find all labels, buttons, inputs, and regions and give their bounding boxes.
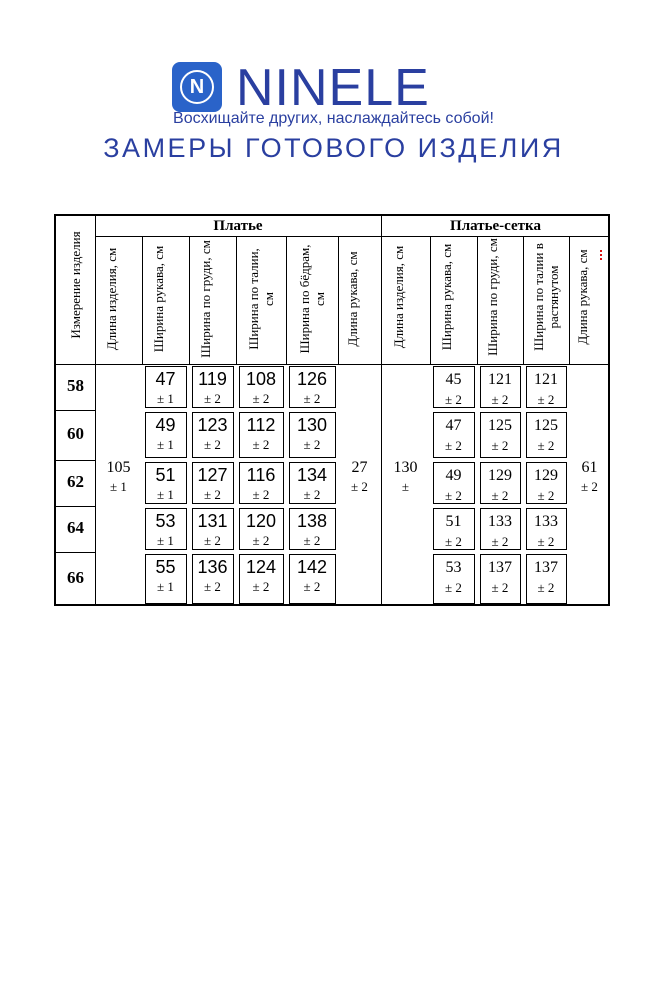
- col-divider: [430, 236, 431, 364]
- mesh-chest-tol: ± 2: [491, 580, 509, 595]
- col-divider: [189, 236, 190, 364]
- measurements-table: [54, 214, 610, 606]
- dress-sleeve-value: 55: [155, 557, 176, 577]
- mesh-waist-tol: ± 2: [537, 438, 555, 453]
- mesh-sleeve-tol: ± 2: [445, 488, 462, 503]
- dress-chest-tol: ± 2: [204, 579, 221, 594]
- mesh-waist-tol: ± 2: [537, 392, 555, 407]
- mesh-sleeve-value: 47: [445, 417, 462, 434]
- dress-hips-value: 134: [296, 465, 328, 485]
- column-header-dress: Ширина рукава, см: [150, 245, 166, 353]
- dress-chest-value: 127: [197, 465, 228, 485]
- tagline: Восхищайте других, наслаждайтесь собой!: [173, 110, 494, 127]
- dress-length-tol: ± 1: [110, 479, 127, 494]
- dress-hips-tol: ± 2: [303, 437, 321, 452]
- dress-waist-value: 124: [245, 557, 277, 577]
- spellcheck-underline: [599, 250, 602, 260]
- dress-sleeve-tol: ± 1: [157, 579, 174, 594]
- size-label: 66: [67, 568, 84, 587]
- dress-waist-tol: ± 2: [252, 487, 270, 502]
- dress-sleeve-tol: ± 1: [157, 437, 174, 452]
- mesh-chest-value: 137: [488, 559, 512, 576]
- dress-chest-value: 136: [197, 557, 228, 577]
- logo-letter: N: [189, 76, 205, 98]
- dress-waist-tol: ± 2: [252, 437, 270, 452]
- mesh-sleeve-tol: ± 2: [445, 438, 462, 453]
- dress-sleeve-value: 49: [155, 415, 176, 435]
- mesh-sleeve-tol: ± 2: [445, 534, 462, 549]
- column-header-dress: Ширина по груди, см: [197, 240, 213, 358]
- col-divider: [569, 236, 570, 364]
- mesh-chest-tol: ± 2: [491, 392, 509, 407]
- dress-sleeve-value: 47: [155, 369, 176, 389]
- col-divider: [95, 216, 96, 606]
- column-header-mesh: Ширина по груди, см: [485, 238, 500, 356]
- mesh-waist-value: 121: [534, 371, 558, 388]
- mesh-length-tol: ±: [401, 479, 410, 494]
- dress-chest-tol: ± 2: [204, 487, 221, 502]
- col-divider: [381, 216, 382, 606]
- column-header-mesh: Длина рукава, см: [574, 249, 590, 345]
- mesh-chest-value: 129: [488, 467, 512, 484]
- column-header-dress: Длина рукава, см: [344, 251, 360, 347]
- dress-sleeve-tol: ± 1: [157, 487, 174, 502]
- dress-chest-value: 123: [197, 415, 228, 435]
- mesh-chest-value: 121: [488, 371, 512, 388]
- size-column-header: Измерение изделия: [68, 231, 83, 339]
- dress-hips-value: 130: [296, 415, 328, 435]
- mesh-chest-tol: ± 2: [491, 488, 509, 503]
- size-label: 60: [67, 424, 84, 443]
- brand-name: NINELE: [236, 59, 430, 117]
- dress-waist-tol: ± 2: [252, 579, 270, 594]
- dress-chest-tol: ± 2: [204, 437, 221, 452]
- dress-sleeve-length-value: 27: [351, 459, 368, 476]
- mesh-sleeve-value: 45: [445, 371, 462, 388]
- col-divider: [477, 236, 478, 364]
- column-header-dress: Длина изделия, см: [103, 247, 119, 351]
- dress-hips-tol: ± 2: [303, 391, 321, 406]
- mesh-sleeve-value: 51: [445, 513, 462, 530]
- mesh-waist-tol: ± 2: [537, 534, 555, 549]
- size-label: 64: [67, 518, 84, 537]
- mesh-sleeve-length-tol: ± 2: [581, 479, 598, 494]
- mesh-waist-tol: ± 2: [537, 580, 555, 595]
- mesh-sleeve-value: 53: [445, 559, 462, 576]
- group-header-dress: Платье: [213, 218, 263, 234]
- dress-hips-tol: ± 2: [303, 579, 321, 594]
- dress-chest-tol: ± 2: [204, 533, 221, 548]
- mesh-length-value: 130: [393, 459, 418, 476]
- dress-waist-value: 116: [246, 465, 276, 485]
- dress-sleeve-value: 51: [155, 465, 176, 485]
- mesh-sleeve-value: 49: [445, 467, 462, 484]
- col-divider: [142, 236, 143, 364]
- mesh-waist-value: 137: [534, 559, 558, 576]
- dress-waist-tol: ± 2: [252, 391, 270, 406]
- col-divider: [286, 236, 287, 364]
- mesh-waist-tol: ± 2: [537, 488, 555, 503]
- ninele-logo-icon: [172, 62, 222, 112]
- col-divider: [338, 236, 339, 364]
- mesh-chest-value: 125: [488, 417, 512, 434]
- dress-hips-tol: ± 2: [303, 487, 321, 502]
- mesh-waist-value: 129: [534, 467, 558, 484]
- mesh-chest-tol: ± 2: [491, 438, 509, 453]
- mesh-waist-value: 133: [534, 513, 558, 530]
- mesh-sleeve-length-value: 61: [581, 459, 598, 476]
- dress-hips-tol: ± 2: [303, 533, 321, 548]
- dress-sleeve-tol: ± 1: [157, 533, 174, 548]
- row-divider: [56, 364, 610, 365]
- col-divider: [523, 236, 524, 364]
- column-header-mesh: Ширина рукава, см: [438, 243, 454, 351]
- column-header-mesh: Ширина по талии в растянутом: [531, 243, 561, 351]
- page-title: ЗАМЕРЫ ГОТОВОГО ИЗДЕЛИЯ: [103, 133, 564, 163]
- row-divider: [56, 460, 95, 461]
- dress-hips-value: 126: [296, 369, 328, 389]
- dress-chest-value: 131: [197, 511, 228, 531]
- dress-waist-tol: ± 2: [252, 533, 270, 548]
- dress-hips-value: 138: [296, 511, 328, 531]
- dress-length-value: 105: [106, 459, 131, 476]
- group-header-mesh: Платье-сетка: [450, 218, 541, 234]
- mesh-chest-tol: ± 2: [491, 534, 509, 549]
- row-divider: [56, 552, 95, 553]
- mesh-waist-value: 125: [534, 417, 558, 434]
- dress-sleeve-length-tol: ± 2: [351, 479, 368, 494]
- dress-chest-tol: ± 2: [204, 391, 221, 406]
- dress-hips-value: 142: [296, 557, 328, 577]
- dress-chest-value: 119: [198, 369, 227, 389]
- mesh-sleeve-tol: ± 2: [445, 580, 462, 595]
- size-label: 58: [67, 376, 84, 395]
- dress-sleeve-tol: ± 1: [157, 391, 174, 406]
- row-divider: [56, 410, 95, 411]
- row-divider: [56, 506, 95, 507]
- size-label: 62: [67, 472, 84, 491]
- mesh-sleeve-tol: ± 2: [445, 392, 462, 407]
- column-header-dress: Ширина по талии, см: [246, 248, 276, 350]
- dress-waist-value: 108: [245, 369, 277, 389]
- mesh-chest-value: 133: [488, 513, 512, 530]
- column-header-dress: Ширина по бёдрам, см: [297, 244, 327, 354]
- dress-waist-value: 120: [245, 511, 277, 531]
- col-divider: [236, 236, 237, 364]
- dress-sleeve-value: 53: [155, 511, 176, 531]
- column-header-mesh: Длина изделия, см: [390, 245, 406, 349]
- dress-waist-value: 112: [246, 415, 276, 435]
